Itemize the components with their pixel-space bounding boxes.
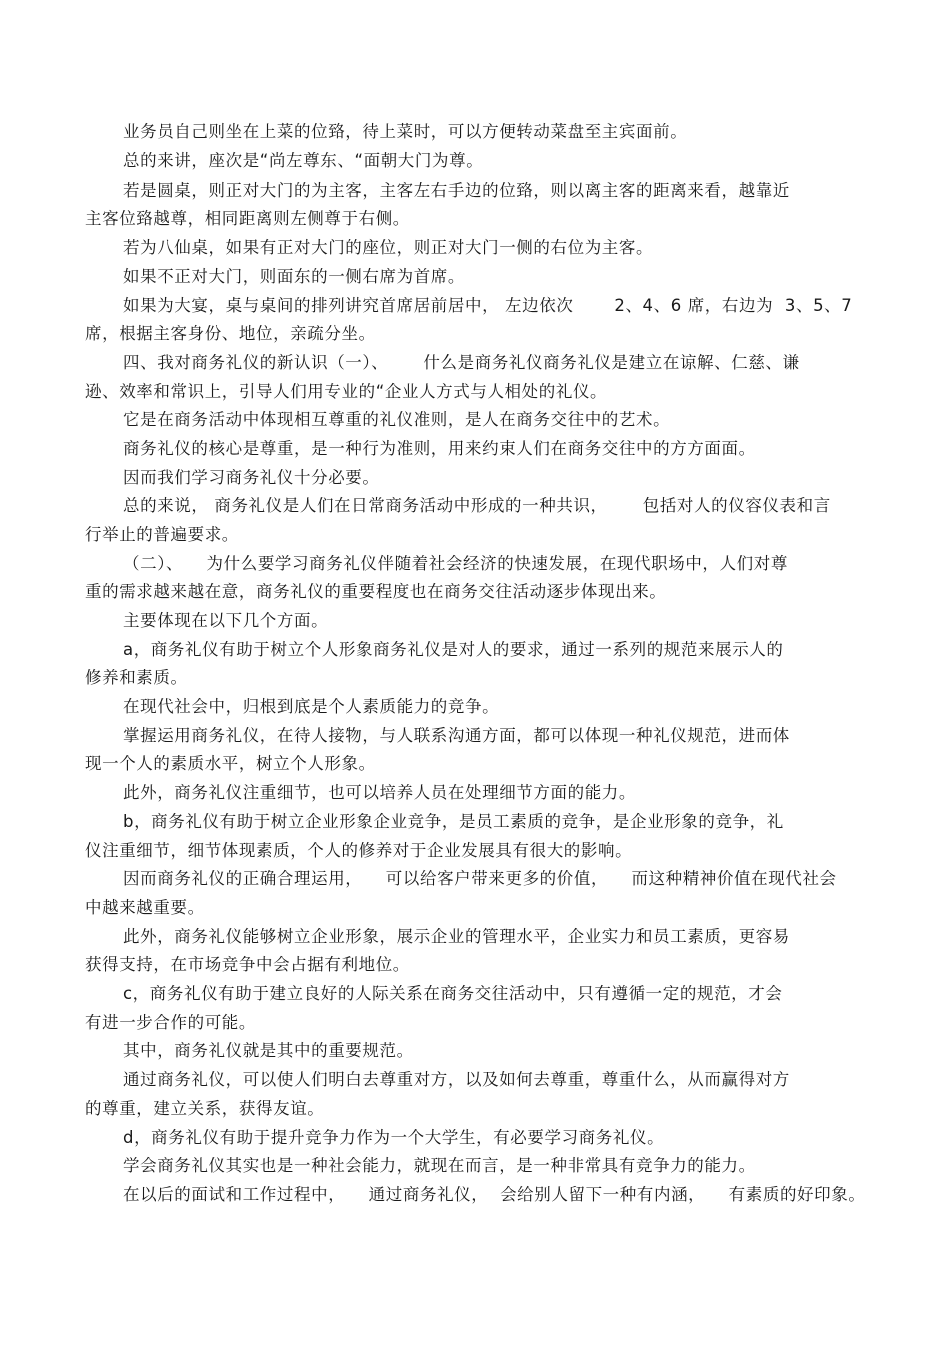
text-line: 在以后的面试和工作过程中， 通过商务礼仪， 会给别人留下一种有内涵， 有素质的好印象。 [123,1185,866,1204]
text-line: 因而商务礼仪的正确合理运用， 可以给客户带来更多的价值， 而这种精神价值在现代社会 [123,869,837,888]
text-line: 业务员自己则坐在上菜的位臵，待上菜时，可以方便转动菜盘至主宾面前。 [123,122,688,141]
text-line: b，商务礼仪有助于树立企业形象企业竞争，是员工素质的竞争，是企业形象的竞争，礼 [123,812,784,831]
text-line: 仪注重细节，细节体现素质，个人的修养对于企业发展具有很大的影响。 [85,841,633,860]
text-line: 现一个人的素质水平，树立个人形象。 [85,754,376,773]
text-line: 它是在商务活动中体现相互尊重的礼仪准则，是人在商务交往中的艺术。 [123,410,671,429]
text-line: 有进一步合作的可能。 [85,1013,256,1032]
text-line: 通过商务礼仪，可以使人们明白去尊重对方，以及如何去尊重，尊重什么，从而赢得对方 [123,1070,790,1089]
text-line: 若是圆桌，则正对大门的为主客，主客左右手边的位臵，则以离主客的距离来看，越靠近 [123,181,790,200]
text-line: 如果为大宴，桌与桌间的排列讲究首席居前居中， 左边依次 2、4、6 席，右边为 3、5、7 [123,296,853,315]
text-line: 商务礼仪的核心是尊重，是一种行为准则，用来约束人们在商务交往中的方方面面。 [123,439,756,458]
text-line: 在现代社会中，归根到底是个人素质能力的竞争。 [123,697,500,716]
text-line: 重的需求越来越在意，商务礼仪的重要程度也在商务交往活动逐步体现出来。 [85,582,667,601]
text-line: 席，根据主客身份、地位，亲疏分坐。 [85,324,376,343]
text-line: 此外，商务礼仪能够树立企业形象，展示企业的管理水平，企业实力和员工素质，更容易 [123,927,790,946]
text-line: 总的来说， 商务礼仪是人们在日常商务活动中形成的一种共识， 包括对人的仪容仪表和言 [123,496,831,515]
text-line: 主要体现在以下几个方面。 [123,611,329,630]
text-line: 若为八仙桌，如果有正对大门的座位，则正对大门一侧的右位为主客。 [123,238,654,257]
text-line: d，商务礼仪有助于提升竞争力作为一个大学生，有必要学习商务礼仪。 [123,1128,665,1147]
text-line: 修养和素质。 [85,668,188,687]
text-line: 的尊重，建立关系，获得友谊。 [85,1099,325,1118]
text-line: 其中，商务礼仪就是其中的重要规范。 [123,1041,414,1060]
text-line: 学会商务礼仪其实也是一种社会能力，就现在而言，是一种非常具有竞争力的能力。 [123,1156,756,1175]
text-line: 掌握运用商务礼仪，在待人接物，与人联系沟通方面，都可以体现一种礼仪规范，进而体 [123,726,790,745]
text-line: 逊、效率和常识上，引导人们用专业的“企业人方式与人相处的礼仪。 [85,382,608,401]
text-line: c，商务礼仪有助于建立良好的人际关系在商务交往活动中，只有遵循一定的规范，才会 [123,984,783,1003]
text-line: 因而我们学习商务礼仪十分必要。 [123,468,380,487]
text-line: 四、我对商务礼仪的新认识（一）、 什么是商务礼仪商务礼仪是建立在谅解、仁慈、谦 [123,353,800,372]
text-line: 中越来越重要。 [85,898,205,917]
text-line: （二）、 为什么要学习商务礼仪伴随着社会经济的快速发展，在现代职场中，人们对尊 [123,554,788,573]
text-line: 行举止的普遍要求。 [85,525,239,544]
text-line: 总的来讲，座次是“尚左尊东、“面朝大门为尊。 [123,151,484,170]
text-line: 此外，商务礼仪注重细节，也可以培养人员在处理细节方面的能力。 [123,783,636,802]
text-line: a，商务礼仪有助于树立个人形象商务礼仪是对人的要求，通过一系列的规范来展示人的 [123,640,784,659]
text-line: 如果不正对大门，则面东的一侧右席为首席。 [123,267,465,286]
text-line: 获得支持，在市场竞争中会占据有利地位。 [85,955,410,974]
text-line: 主客位臵越尊，相同距离则左侧尊于右侧。 [85,209,410,228]
